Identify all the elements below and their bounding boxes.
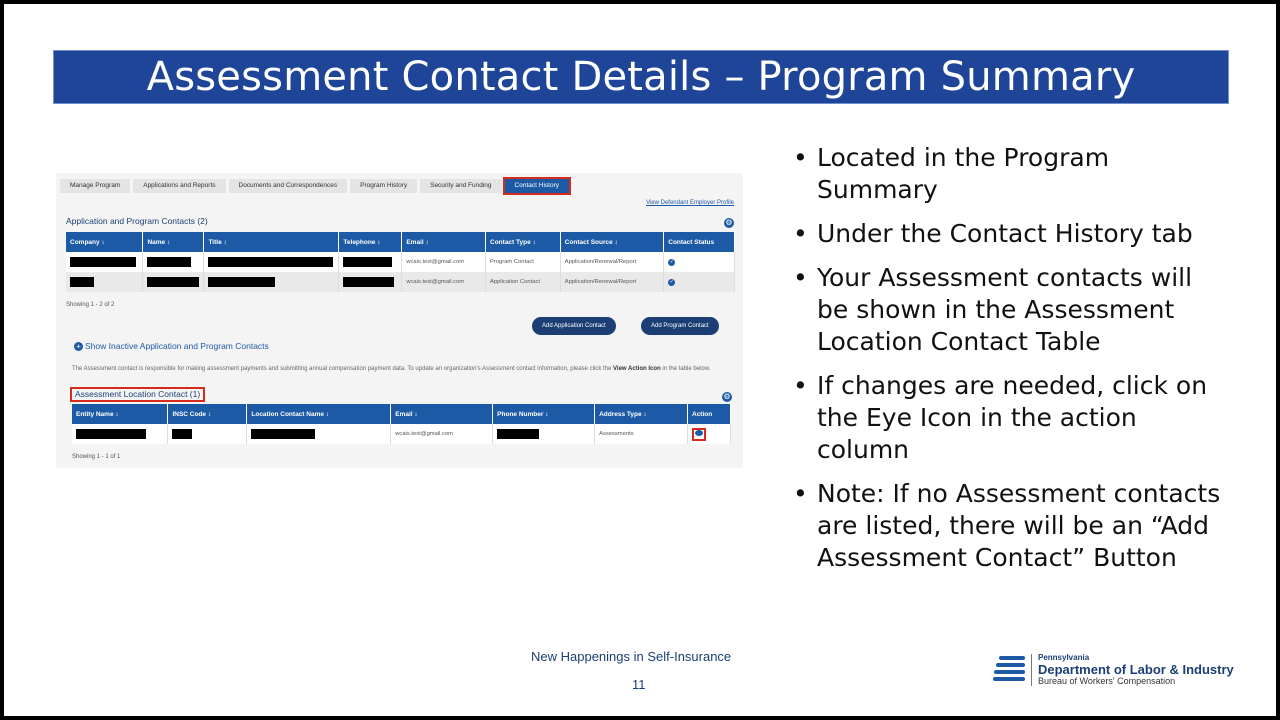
redacted-block — [76, 429, 146, 439]
logo-line3: Bureau of Workers' Compensation — [1038, 676, 1176, 687]
note-text: The Assessment contact is responsible for making assessment payments and submitting annual compensation payment data. To update an organization's Assessment contact information, please click the — [72, 366, 612, 372]
col-contact-type[interactable]: Contact Type ↕ — [486, 232, 561, 252]
bullet-item: • If changes are needed, click on the Eye Icon in the action column — [789, 370, 1229, 466]
col-action: Action — [688, 404, 731, 424]
col-email[interactable]: Email ↕ — [391, 404, 493, 424]
view-employer-profile-link[interactable]: View Defendant Employer Profile — [646, 200, 734, 206]
logo-line2: Department of Labor & Industry — [1038, 661, 1234, 677]
assessment-contacts-table — [72, 404, 731, 444]
col-entity-name[interactable]: Entity Name ↕ — [72, 404, 168, 424]
entity-name-cell — [72, 424, 168, 444]
program-contacts-title: Application and Program Contacts (2) — [66, 216, 208, 226]
address-type-cell: Assessments — [595, 424, 688, 444]
telephone-cell — [339, 252, 402, 272]
table-header-row — [66, 232, 735, 252]
check-icon: ✓ — [669, 278, 674, 285]
redacted-block — [251, 429, 315, 439]
assessment-contacts-title: Assessment Location Contact (1) — [70, 387, 205, 402]
contact-status-cell — [664, 272, 735, 292]
note-bold: View Action Icon — [613, 366, 661, 372]
footer-text: New Happenings in Self-Insurance — [531, 649, 732, 664]
assessment-note — [72, 366, 732, 373]
bullet-item: • Located in the Program Summary — [789, 142, 1229, 206]
col-contact-status: Contact Status — [664, 232, 735, 252]
redacted-block — [147, 257, 191, 267]
redacted-block — [147, 277, 199, 287]
tab-program-history[interactable]: Program History — [350, 179, 417, 193]
tab-applications-reports[interactable]: Applications and Reports — [133, 179, 225, 193]
email-cell: wcais.test@gmail.com — [402, 272, 486, 292]
add-program-contact-button[interactable]: Add Program Contact — [641, 317, 719, 335]
table-row — [66, 252, 735, 272]
col-contact-source[interactable]: Contact Source ↕ — [560, 232, 664, 252]
bullet-item: • Note: If no Assessment contacts are listed, there will be an “Add Assessment Contact” Button — [789, 478, 1229, 574]
gear-icon[interactable]: ⚙ — [725, 218, 733, 227]
contact-source-cell: Application/Renewal/Report — [560, 252, 664, 272]
pa-labor-logo — [993, 654, 1234, 687]
logo-line1: Pennsylvania — [1038, 653, 1090, 662]
col-title[interactable]: Title ↕ — [204, 232, 339, 252]
col-address-type[interactable]: Address Type ↕ — [595, 404, 688, 424]
contact-type-cell: Application Contact — [486, 272, 561, 292]
tab-security-funding[interactable]: Security and Funding — [420, 179, 501, 193]
location-contact-cell — [247, 424, 391, 444]
company-cell — [66, 272, 143, 292]
eye-icon[interactable] — [692, 428, 706, 441]
gear-icon[interactable]: ⚙ — [723, 392, 731, 401]
redacted-block — [497, 429, 539, 439]
redacted-block — [208, 257, 333, 267]
redacted-block — [70, 277, 94, 287]
bullet-item: • Under the Contact History tab — [789, 218, 1229, 250]
contact-source-cell: Application/Renewal/Report — [560, 272, 664, 292]
program-contacts-table — [66, 232, 735, 292]
col-telephone[interactable]: Telephone ↕ — [339, 232, 402, 252]
add-application-contact-button[interactable]: Add Application Contact — [532, 317, 616, 335]
check-icon: ✓ — [669, 258, 674, 265]
contact-status-cell — [664, 252, 735, 272]
email-cell: wcais.test@gmail.com — [391, 424, 493, 444]
show-inactive-contacts-link[interactable] — [74, 341, 269, 351]
table-row — [72, 424, 731, 444]
name-cell — [143, 272, 204, 292]
logo-text — [1038, 654, 1234, 687]
bullet-item: • Your Assessment contacts will be shown in the Assessment Location Contact Table — [789, 262, 1229, 358]
tab-documents[interactable]: Documents and Correspondences — [229, 179, 348, 193]
show-inactive-label: Show Inactive Application and Program Contacts — [85, 341, 269, 351]
page-number: 11 — [632, 677, 646, 692]
phone-cell — [493, 424, 595, 444]
keystone-logo-icon — [993, 654, 1025, 686]
redacted-block — [172, 429, 192, 439]
action-cell — [688, 424, 731, 444]
title-cell — [204, 252, 339, 272]
tab-manage-program[interactable]: Manage Program — [60, 179, 130, 193]
col-name[interactable]: Name ↕ — [143, 232, 204, 252]
col-email[interactable]: Email ↕ — [402, 232, 486, 252]
redacted-block — [343, 277, 394, 287]
col-phone-number[interactable]: Phone Number ↕ — [493, 404, 595, 424]
tab-bar — [60, 179, 569, 193]
title-cell — [204, 272, 339, 292]
contact-type-cell: Program Contact — [486, 252, 561, 272]
insc-code-cell — [168, 424, 247, 444]
bullet-list — [789, 142, 1229, 586]
col-location-contact-name[interactable]: Location Contact Name ↕ — [247, 404, 391, 424]
table-row — [66, 272, 735, 292]
company-cell — [66, 252, 143, 272]
table-header-row — [72, 404, 731, 424]
showing-count: Showing 1 - 2 of 2 — [66, 302, 115, 308]
title-bar — [53, 50, 1229, 104]
slide — [4, 4, 1276, 716]
tab-contact-history[interactable]: Contact History — [505, 179, 569, 193]
plus-circle-icon: + — [74, 342, 83, 351]
showing-count: Showing 1 - 1 of 1 — [72, 454, 121, 460]
redacted-block — [70, 257, 136, 267]
redacted-block — [343, 257, 392, 267]
col-company[interactable]: Company ↕ — [66, 232, 143, 252]
redacted-block — [208, 277, 275, 287]
note-tail: in the table below. — [662, 366, 711, 372]
slide-title: Assessment Contact Details – Program Summary — [146, 54, 1136, 100]
program-summary-screenshot — [56, 173, 743, 468]
email-cell: wcais.test@gmail.com — [402, 252, 486, 272]
logo-divider — [1031, 654, 1032, 686]
col-insc-code[interactable]: INSC Code ↕ — [168, 404, 247, 424]
telephone-cell — [339, 272, 402, 292]
name-cell — [143, 252, 204, 272]
